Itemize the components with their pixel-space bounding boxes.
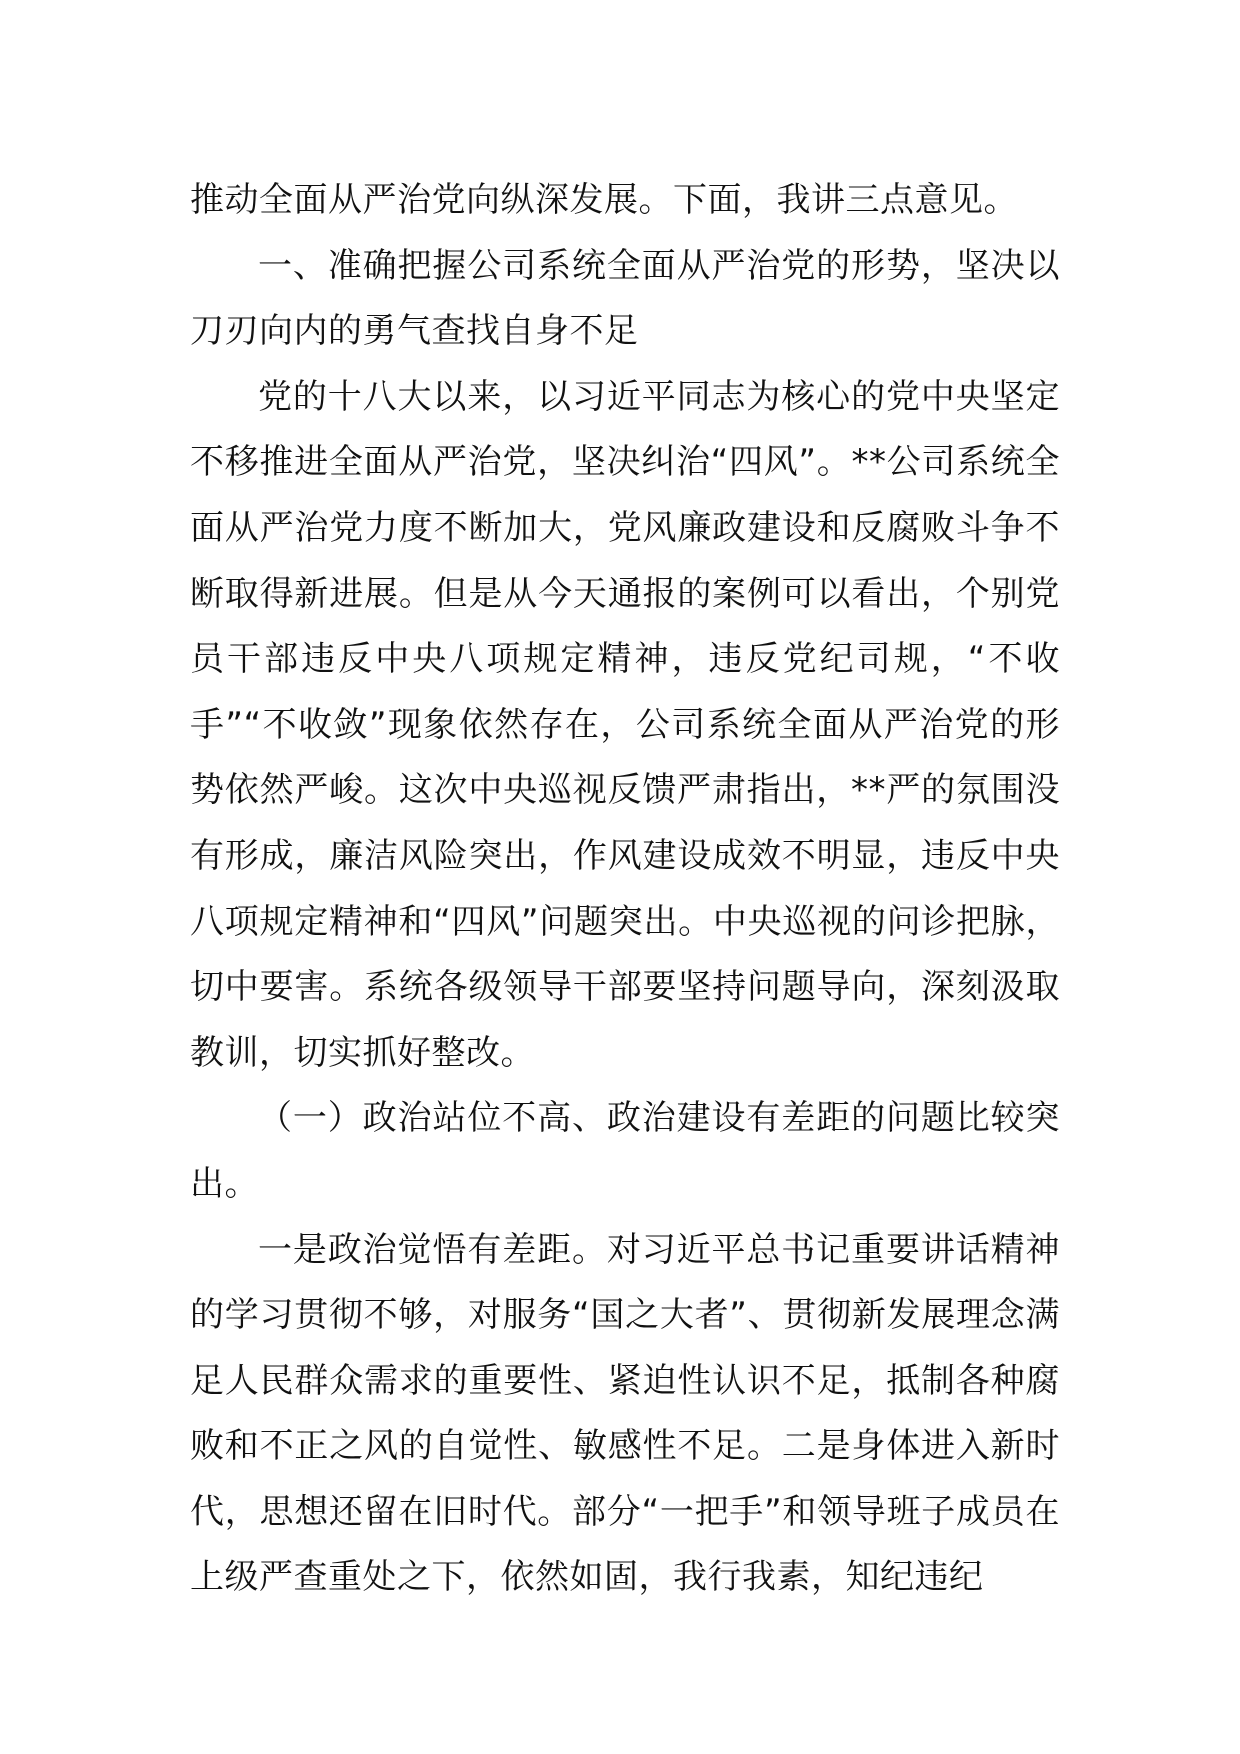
paragraph-body: 一是政治觉悟有差距。对习近平总书记重要讲话精神的学习贯彻不够，对服务“国之大者”、贯彻新发展理念满足人民群众需求的重要性、紧迫性认识不足，抵制各种腐败和不正之风的自觉性、敏感性不足。二是身体进入新时代，思想还留在旧时代。部分“一把手”和领导班子成员在上级严查重处之下，依然如固，我行我素，知纪违纪 [190, 1229, 1060, 1598]
paragraph-body: 党的十八大以来，以习近平同志为核心的党中央坚定不移推进全面从严治党，坚决纠治“四风”。**公司系统全面从严治党力度不断加大，党风廉政建设和反腐败斗争不断取得新进展。但是从今天通报的案例可以看出，个别党员干部违反中央八项规定精神，违反党纪司规，“不收手”“不收敛”现象依然存在，公司系统全面从严治党的形势依然严峻。这次中央巡视反馈严肃指出，**严的氛围没有形成，廉洁风险突出，作风建设成效不明显，违反中央八项规定精神和“四风”问题突出。中央巡视的问诊把脉，切中要害。系统各级领导干部要坚持问题导向，深刻汲取教训，切实抓好整改。 [190, 376, 1060, 1073]
subsection-heading-1: （一）政治站位不高、政治建设有差距的问题比较突出。 [190, 1098, 1060, 1204]
section-heading-1: 一、准确把握公司系统全面从严治党的形势，坚决以刀刃向内的勇气查找自身不足 [190, 245, 1060, 352]
paragraph-continuation: 推动全面从严治党向纵深发展。下面，我讲三点意见。 [190, 180, 1018, 220]
document-body [190, 168, 1060, 1611]
